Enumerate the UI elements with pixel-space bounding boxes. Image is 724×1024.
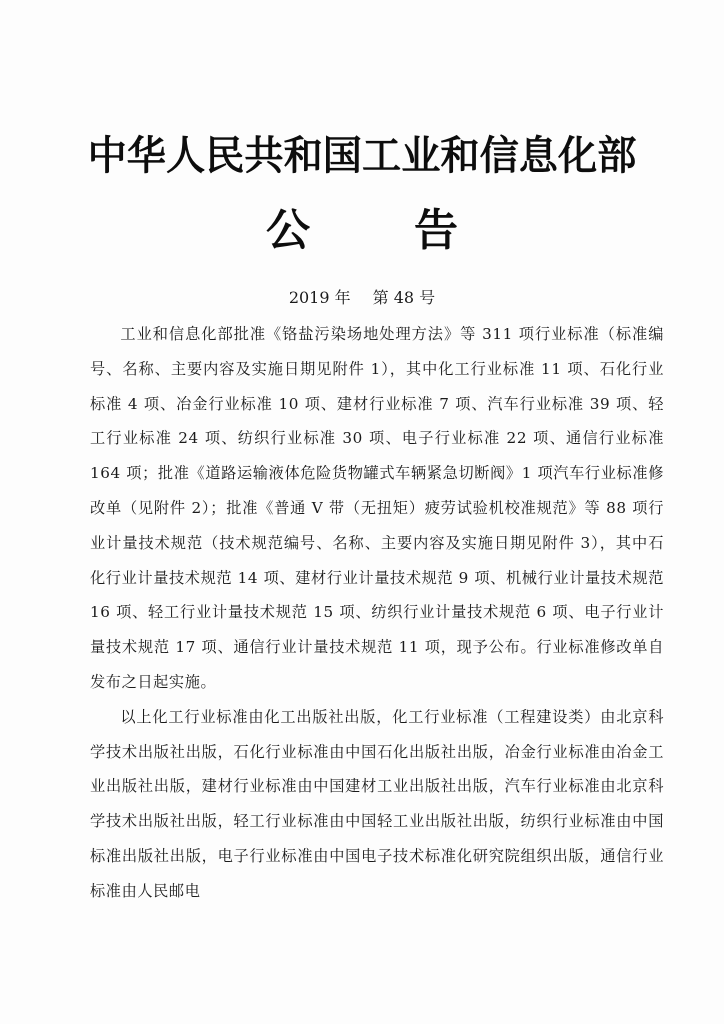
- notice-title: [0, 199, 724, 263]
- issue-number-line: [0, 285, 724, 311]
- notice-body: [90, 317, 664, 909]
- body-paragraph-1: 工业和信息化部批准《铬盐污染场地处理方法》等 311 项行业标准（标准编号、名称、主要内容及实施日期见附件 1），其中化工行业标准 11 项、石化行业标准 4 项、冶金行业标准 10 项、建材行业标准 7 项、汽车行业标准 39 项、轻工行业标准 24 项、纺织行业标准 30 项、电子行业标准 22 项、通信行业标准 164 项；批准《道路运输液体危险货物罐式车辆紧急切断阀》1 项汽车行业标准修改单（见附件 2）；批准《普通 V 带（无扭矩）疲劳试验机校准规范》等 88 项行业计量技术规范（技术规范编号、名称、主要内容及实施日期见附件 3），其中石化行业计量技术规范 14 项、建材行业计量技术规范 9 项、机械行业计量技术规范 16 项、轻工行业计量技术规范 15 项、纺织行业计量技术规范 6 项、电子行业计量技术规范 17 项、通信行业计量技术规范 11 项，现予公布。行业标准修改单自发布之日起实施。: [90, 325, 664, 691]
- body-paragraph-2: 以上化工行业标准由化工出版社出版，化工行业标准（工程建设类）由北京科学技术出版社出版，石化行业标准由中国石化出版社出版，冶金行业标准由冶金工业出版社出版，建材行业标准由中国建材工业出版社出版，汽车行业标准由北京科学技术出版社出版，轻工行业标准由中国轻工业出版社出版，纺织行业标准由中国标准出版社出版，电子行业标准由中国电子技术标准化研究院组织出版，通信行业标准由人民邮电: [90, 707, 664, 900]
- issue-number: 第 48 号: [372, 288, 436, 307]
- notice-title-char-2: 告: [414, 205, 458, 256]
- notice-title-char-1: 公: [266, 205, 310, 256]
- ministry-title: 中华人民共和国工业和信息化部: [87, 132, 637, 179]
- issue-year: 2019 年: [288, 288, 351, 307]
